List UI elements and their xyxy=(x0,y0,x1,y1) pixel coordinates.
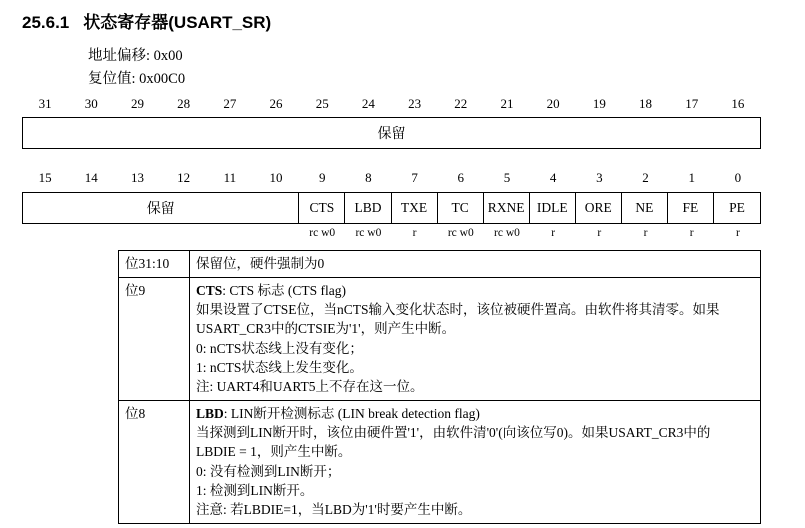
bit-label-23: 23 xyxy=(408,96,422,111)
access-type-row xyxy=(22,227,761,243)
description-line: 保留位，硬件强制为0 xyxy=(196,256,325,271)
register-field-保留: 保留 xyxy=(23,193,299,223)
bit-label-15: 15 xyxy=(38,170,52,185)
bit-label-20: 20 xyxy=(546,96,560,111)
bit-label-30: 30 xyxy=(84,96,98,111)
bit-range-cell: 位31:10 xyxy=(119,251,190,278)
bit-label-12: 12 xyxy=(177,170,191,185)
description-line: USART_CR3中的CTSIE为'1'，则产生中断。 xyxy=(196,321,456,337)
register-field-RXNE: RXNE xyxy=(484,193,530,223)
description-line: 0: 没有检测到LIN断开； xyxy=(196,463,341,479)
register-field-IDLE: IDLE xyxy=(530,193,576,223)
register-field-LBD: LBD xyxy=(345,193,391,223)
access-type: r xyxy=(551,227,556,239)
bit-label-29: 29 xyxy=(130,96,144,111)
bit-label-11: 11 xyxy=(223,170,237,185)
register-field-FE: FE xyxy=(668,193,714,223)
bit-label-2: 2 xyxy=(642,170,649,185)
bit-description-cell xyxy=(190,401,761,524)
register-row-low xyxy=(22,192,761,224)
register-field-TXE: TXE xyxy=(392,193,438,223)
access-type: rc w0 xyxy=(309,227,336,239)
description-line: LBDIE = 1，则产生中断。 xyxy=(196,444,352,460)
table-row xyxy=(119,251,761,278)
bit-label-28: 28 xyxy=(177,96,191,111)
bit-label-1: 1 xyxy=(688,170,695,185)
access-type: r xyxy=(689,227,694,239)
description-line: 1: nCTS状态线上发生变化。 xyxy=(196,359,363,375)
access-type: rc w0 xyxy=(355,227,382,239)
bit-label-19: 19 xyxy=(592,96,606,111)
description-line: 注: UART4和UART5上不存在这一位。 xyxy=(196,378,424,394)
bit-label-17: 17 xyxy=(685,96,699,111)
bit-label-3: 3 xyxy=(596,170,603,185)
bit-title-line: CTS: CTS 标志 (CTS flag) xyxy=(196,283,347,299)
access-type: r xyxy=(597,227,602,239)
bit-name: CTS xyxy=(196,283,223,299)
register-field-NE: NE xyxy=(622,193,668,223)
bit-label-0: 0 xyxy=(734,170,742,185)
description-line: 1: 检测到LIN断开。 xyxy=(196,482,314,498)
bit-label-24: 24 xyxy=(361,96,375,111)
bit-label-10: 10 xyxy=(269,170,283,185)
bit-description-cell xyxy=(190,278,761,401)
access-type: r xyxy=(735,227,740,239)
bit-name: LBD xyxy=(196,406,224,422)
bit-range-cell: 位9 xyxy=(119,278,190,401)
table-row xyxy=(119,278,761,401)
bit-label-8: 8 xyxy=(365,170,372,185)
access-type: rc w0 xyxy=(494,227,520,239)
section-title-text: 状态寄存器(USART_SR) xyxy=(83,13,272,32)
bit-numbers-low xyxy=(22,170,762,186)
bit-description-table xyxy=(118,250,761,524)
bit-label-16: 16 xyxy=(731,96,745,111)
register-field-TC: TC xyxy=(438,193,484,223)
register-field-PE: PE xyxy=(729,200,745,215)
reset-value: 复位值: 0x00C0 xyxy=(88,71,186,87)
bit-label-26: 26 xyxy=(269,96,283,111)
section-number: 25.6.1 xyxy=(22,13,70,32)
bit-label-25: 25 xyxy=(315,96,329,111)
description-line: 当探测到LIN断开时，该位由硬件置'1'，由软件清'0'(向该位写0)。如果USART_CR3中的 xyxy=(196,425,711,441)
register-field-CTS: CTS xyxy=(299,193,345,223)
page-title xyxy=(22,8,271,33)
bit-label-13: 13 xyxy=(130,170,144,185)
bit-label-6: 6 xyxy=(457,170,465,185)
register-row-high xyxy=(22,117,761,149)
bit-label-5: 5 xyxy=(503,170,511,185)
bit-description-cell xyxy=(190,251,761,278)
register-field-ORE: ORE xyxy=(576,193,622,223)
access-type: rc w0 xyxy=(447,227,474,239)
bit-label-22: 22 xyxy=(454,96,468,111)
bit-label-31: 31 xyxy=(38,96,52,111)
bit-label-4: 4 xyxy=(549,170,557,185)
table-row xyxy=(119,401,761,524)
description-line: 如果设置了CTSE位，当nCTS输入变化状态时，该位被硬件置高。由软件将其清零。如果 xyxy=(196,302,720,318)
bit-title-line: LBD: LIN断开检测标志 (LIN break detection flag) xyxy=(196,406,480,422)
address-offset: 地址偏移: 0x00 xyxy=(88,48,183,64)
bit-range-cell: 位8 xyxy=(119,401,190,524)
bit-label-14: 14 xyxy=(84,170,98,185)
bit-label-21: 21 xyxy=(500,96,514,111)
bit-label-18: 18 xyxy=(639,96,653,111)
access-type: r xyxy=(643,227,648,239)
description-line: 0: nCTS状态线上没有变化； xyxy=(196,340,363,356)
bit-label-9: 9 xyxy=(318,170,326,185)
bit-label-27: 27 xyxy=(223,96,237,111)
bit-label-7: 7 xyxy=(411,170,418,185)
register-field-保留: 保留 xyxy=(377,127,406,142)
access-type: r xyxy=(412,227,417,239)
description-line: 注意: 若LBDIE=1，当LBD为'1'时要产生中断。 xyxy=(196,501,472,517)
bit-numbers-high xyxy=(22,96,762,112)
